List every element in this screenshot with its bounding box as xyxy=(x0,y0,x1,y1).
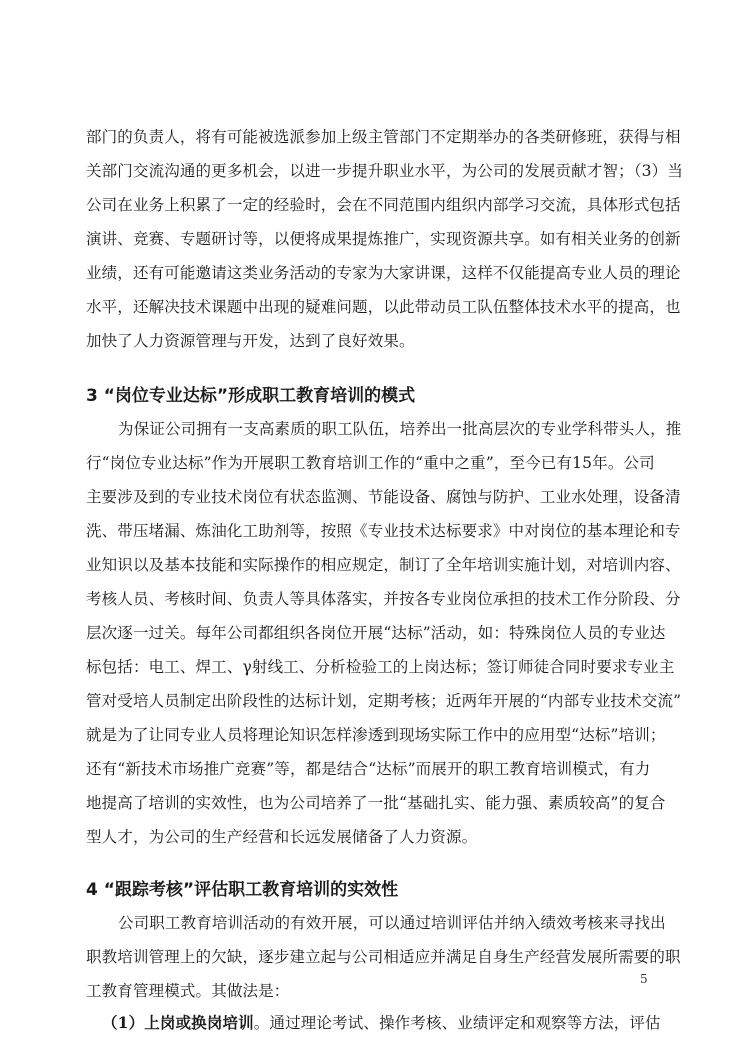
section3-line: 为保证公司拥有一支高素质的职工队伍，培养出一批高层次的专业学科带头人，推 xyxy=(118,420,682,438)
intro-line: 演讲、竞赛、专题研讨等，以便将成果提炼推广，实现资源共享。如有相关业务的创新 xyxy=(86,230,681,248)
item1-label: （1）上岗或换岗培训 xyxy=(102,1013,254,1032)
page-number: 5 xyxy=(640,972,648,986)
section3-line: 层次逐一过关。每年公司都组织各岗位开展“达标”活动，如：特殊岗位人员的专业达 xyxy=(86,624,666,642)
section4-line: 工教育管理模式。其做法是： xyxy=(86,982,290,1000)
section3-line: 业知识以及基本技能和实际操作的相应规定，制订了全年培训实施计划，对培训内容、 xyxy=(86,556,681,574)
intro-line: 关部门交流沟通的更多机会，以进一步提升职业水平，为公司的发展贡献才智；（3）当 xyxy=(86,162,683,180)
section4-item1 xyxy=(102,1012,666,1034)
section4-heading: 4 “跟踪考核”评估职工教育培训的实效性 xyxy=(86,880,399,900)
item1-text: 。通过理论考试、操作考核、业绩评定和观察等方法，评估 xyxy=(253,1014,661,1032)
intro-line: 加快了人力资源管理与开发，达到了良好效果。 xyxy=(86,332,415,350)
section3-heading: 3 “岗位专业达标”形成职工教育培训的模式 xyxy=(86,386,416,406)
section3-line: 考核人员、考核时间、负责人等具体落实，并按各专业岗位承担的技术工作分阶段、分 xyxy=(86,590,681,608)
section3-line: 主要涉及到的专业技术岗位有状态监测、节能设备、腐蚀与防护、工业水处理，设备清 xyxy=(86,488,681,506)
section3-line: 地提高了培训的实效性，也为公司培养了一批“基础扎实、能力强、素质较高”的复合 xyxy=(86,794,666,812)
intro-line: 部门的负责人，将有可能被选派参加上级主管部门不定期举办的各类研修班，获得与相 xyxy=(86,128,681,146)
section3-line: 洗、带压堵漏、炼油化工助剂等，按照《专业技术达标要求》中对岗位的基本理论和专 xyxy=(86,522,681,540)
section3-line: 就是为了让同专业人员将理论知识怎样渗透到现场实际工作中的应用型“达标”培训； xyxy=(86,726,666,744)
section4-line: 职教培训管理上的欠缺，逐步建立起与公司相适应并满足自身生产经营发展所需要的职 xyxy=(86,948,681,966)
section3-line: 行“岗位专业达标”作为开展职工教育培训工作的“重中之重”，至今已有15年。公司 xyxy=(86,454,655,472)
section4-line: 公司职工教育培训活动的有效开展，可以通过培训评估并纳入绩效考核来寻找出 xyxy=(118,914,666,932)
section3-line: 管对受培人员制定出阶段性的达标计划，定期考核；近两年开展的“内部专业技术交流” xyxy=(86,692,682,710)
section3-line: 型人才，为公司的生产经营和长远发展储备了人力资源。 xyxy=(86,828,478,846)
intro-line: 业绩，还有可能邀请这类业务活动的专家为大家讲课，这样不仅能提高专业人员的理论 xyxy=(86,264,681,282)
section3-line: 标包括：电工、焊工、γ射线工、分析检验工的上岗达标；签订师徒合同时要求专业主 xyxy=(86,658,675,676)
intro-line: 水平，还解决技术课题中出现的疑难问题，以此带动员工队伍整体技术水平的提高，也 xyxy=(86,298,681,316)
section3-line: 还有“新技术市场推广竞赛”等，都是结合“达标”而展开的职工教育培训模式，有力 xyxy=(86,760,651,778)
intro-line: 公司在业务上积累了一定的经验时，会在不同范围内组织内部学习交流，具体形式包括 xyxy=(86,196,681,214)
